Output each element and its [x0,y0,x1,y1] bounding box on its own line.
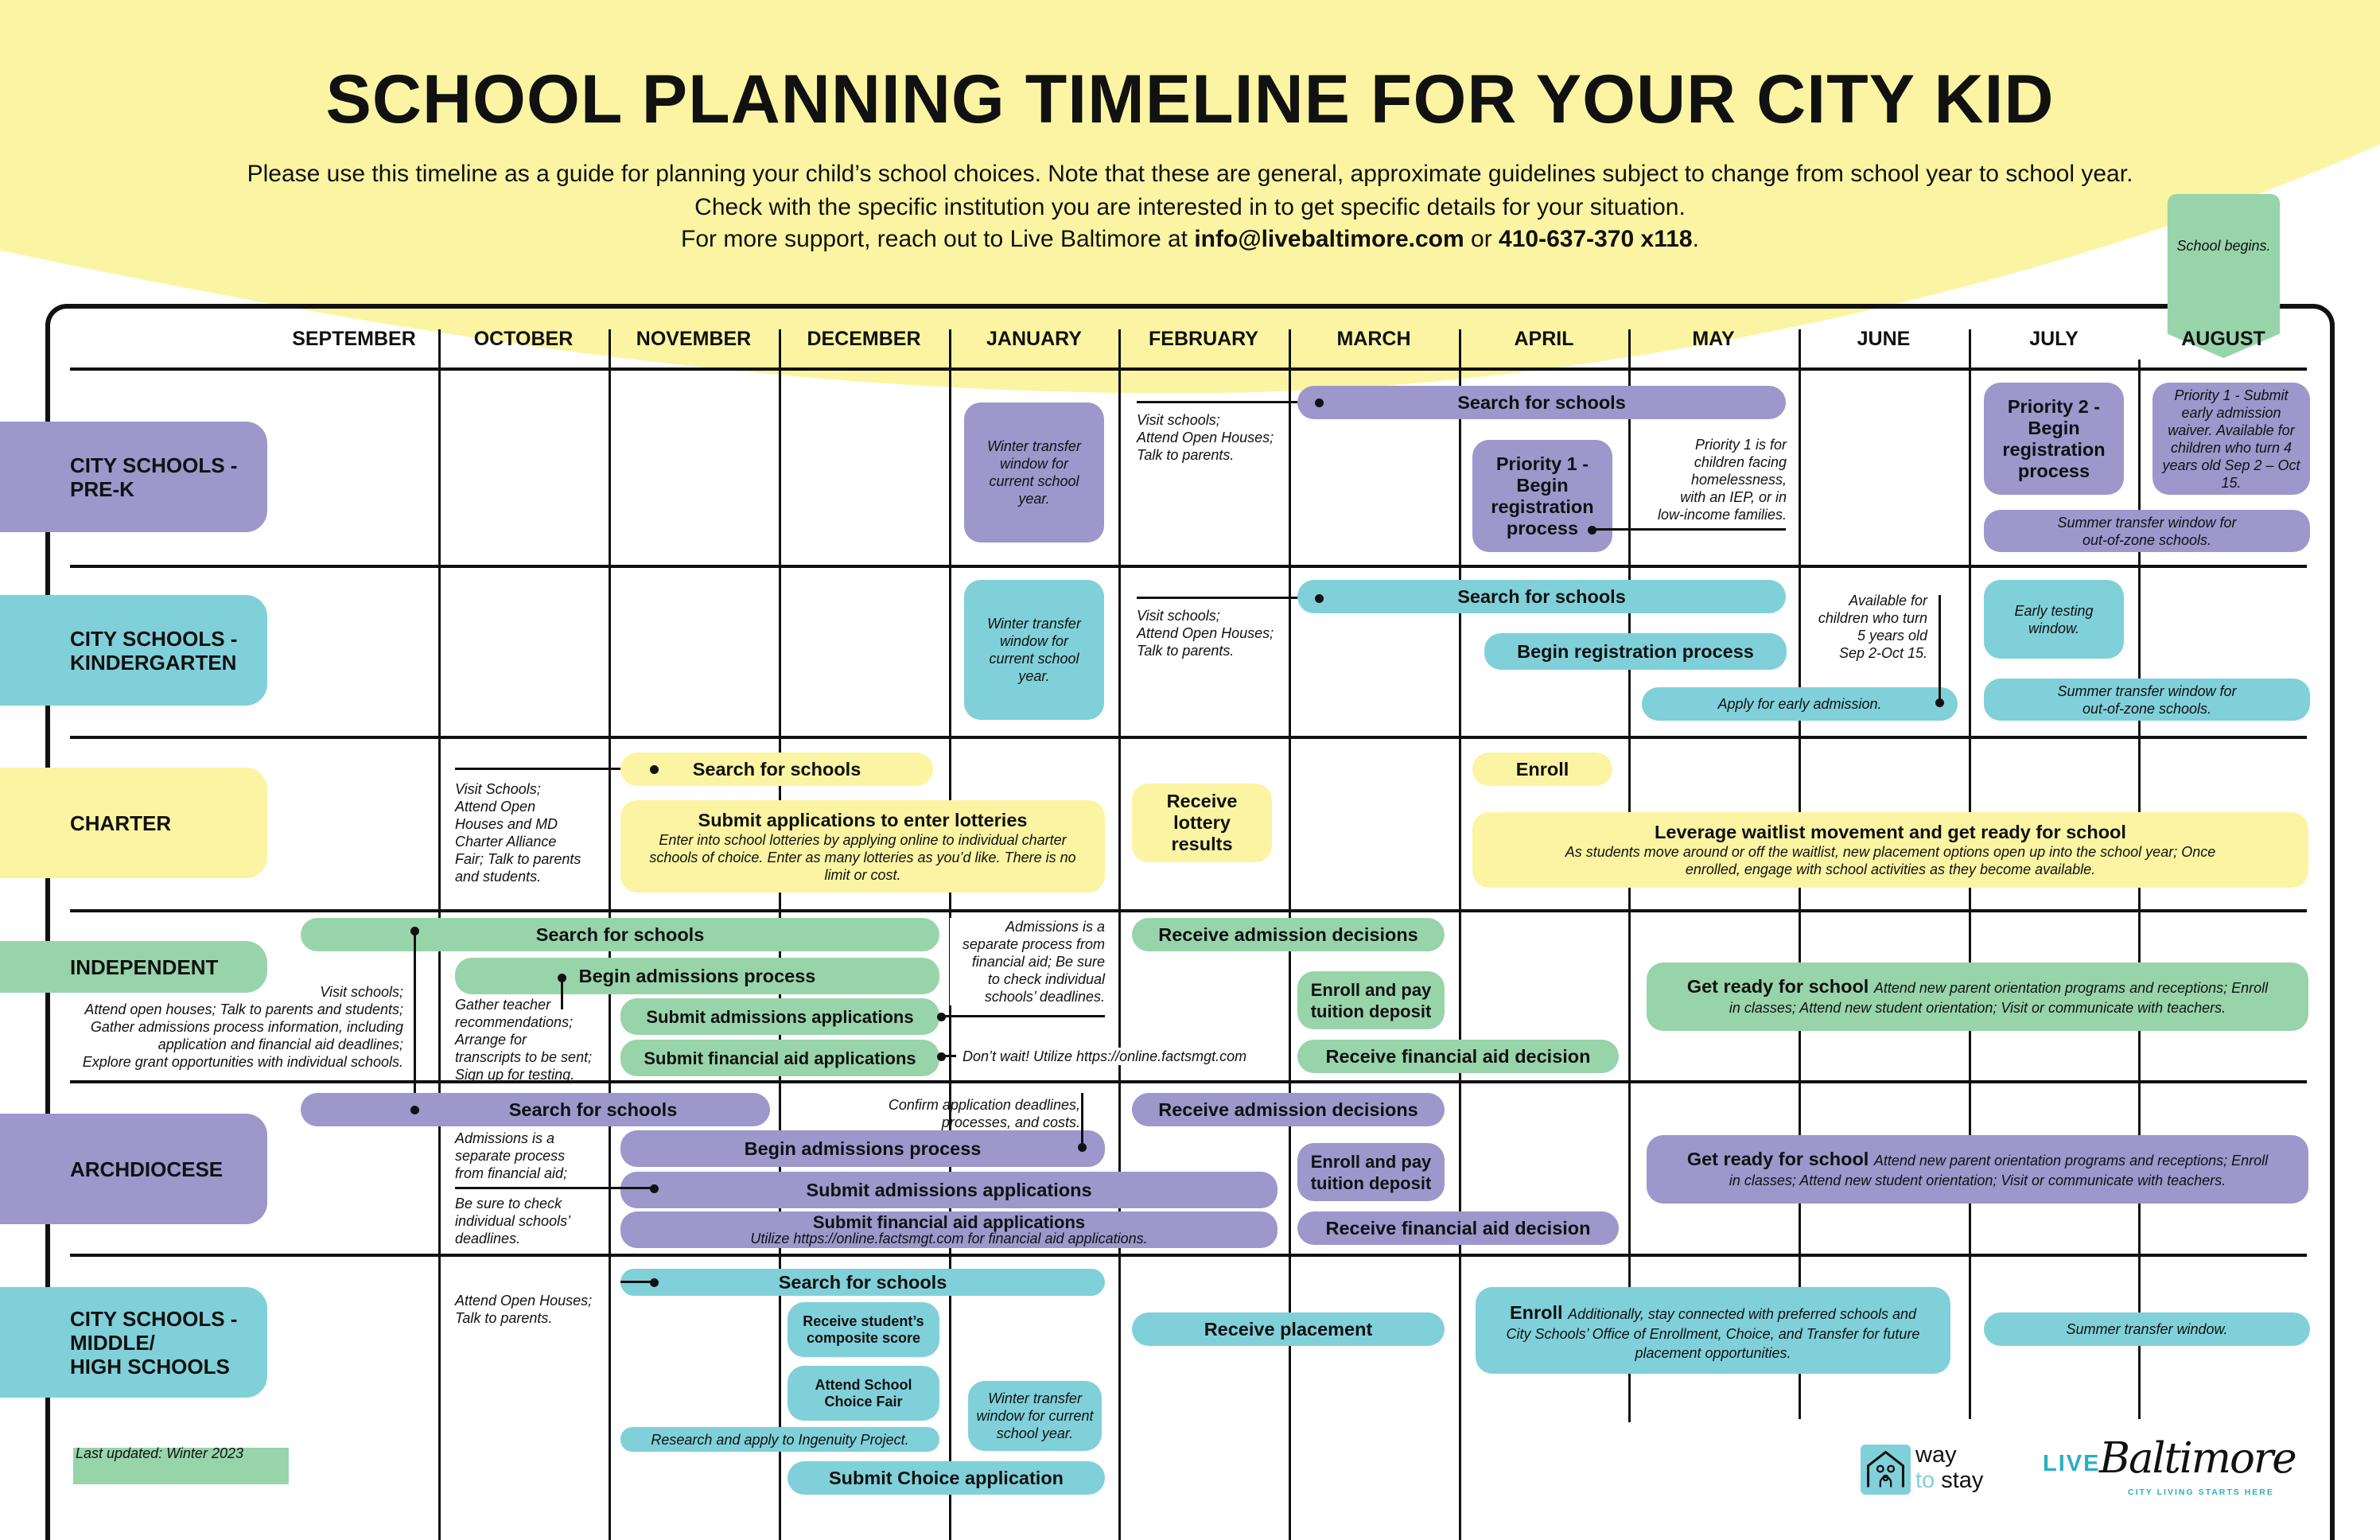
charter-enroll: Enroll [1472,752,1612,786]
row-divider [70,565,2307,568]
archdiocese-receive-financial-aid: Receive financial aid decision [1297,1211,1619,1245]
archdiocese-financial-title: Submit financial aid applications [812,1212,1086,1232]
month-may: MAY [1692,328,1735,350]
connector-dot [1315,399,1324,407]
connector-dot [558,974,566,982]
mh-receive-placement: Receive placement [1132,1312,1445,1346]
month-october: OCTOBER [473,328,574,350]
independent-ready-title: Get ready for school [1686,976,1869,997]
school-begins-label: School begins. [2176,238,2271,254]
charter-submit-lotteries [620,800,1105,892]
archdiocese-begin-admissions: Begin admissions process [620,1130,1105,1167]
connector-line [1592,528,1786,531]
row-label-archdiocese: ARCHDIOCESE [0,1114,267,1224]
contact-phone[interactable]: 410-637-370 x118 [1499,226,1693,252]
last-updated-text: Last updated: Winter 2023 [76,1445,243,1461]
mh-composite-score: Receive student’s composite score [788,1302,939,1357]
contact-email[interactable]: info@livebaltimore.com [1194,226,1464,252]
live-baltimore-live: LIVE [2043,1451,2101,1476]
connector-line [620,1281,654,1283]
month-august: AUGUST [2181,328,2265,350]
independent-dont-wait-note: Don’t wait! Utilize https://online.factsmgt.com [962,1048,1247,1064]
mh-ingenuity-bar: Research and apply to Ingenuity Project. [620,1427,939,1452]
contact-or: or [1464,226,1499,252]
independent-visit-note: Visit schools; Attend open houses; Talk to parents and students; Gather admissions process information, including application and financial aid deadlines; Explore grant opportunities with individual schools. [82,984,403,1070]
mh-submit-choice: Submit Choice application [788,1461,1105,1495]
prek-early-waiver: Priority 1 - Submit early admission waiver. Available for children who turn 4 years old Sep 2 – Oct 15. [2152,383,2310,495]
charter-lottery-results: Receive lottery results [1132,784,1272,862]
mh-enroll-title: Enroll [1509,1302,1563,1323]
connector-dot [1588,526,1596,535]
mh-choice-fair: Attend School Choice Fair [788,1366,939,1421]
month-july: JULY [2029,328,2079,350]
charter-leverage-text: As students move around or off the waitlist, new placement options open up into the school year; Once enrolled, engage with school activities as they become available. [1565,844,2216,877]
connector-dot [410,1106,419,1114]
prek-priority1-note: Priority 1 is for children facing homelessness, with an IEP, or in low-income families. [1657,437,1787,523]
charter-visit-note: Visit Schools; Attend Open Houses and MD Charter Alliance Fair; Talk to parents and students. [455,781,581,885]
column-divider [1459,329,1461,1540]
way-to-stay-house-icon [1861,1445,1911,1495]
prek-summer-transfer: Summer transfer window for out-of-zone schools. [1984,510,2310,552]
charter-submit-text: Enter into school lotteries by applying online to individual charter schools of choice. Enter as many lotteries as you’d like. There is no limit or cost. [649,831,1076,883]
prek-search-bar: Search for schools [1297,386,1786,419]
subtitle-line-1: Please use this timeline as a guide for planning your child’s school choices. Note that these are general, approximate guidelines subject to change from school year to school year. [247,161,2133,187]
month-february: FEBRUARY [1149,328,1258,350]
independent-search-bar: Search for schools [301,918,939,951]
month-december: DECEMBER [807,328,921,350]
charter-search-bar: Search for schools [620,752,933,786]
row-divider [70,736,2307,739]
contact-prefix: For more support, reach out to Live Baltimore at [681,226,1195,252]
prek-visit-note: Visit schools; Attend Open Houses; Talk to parents. [1137,412,1274,463]
prek-winter-transfer: Winter transfer window for current school year. [964,402,1104,542]
archdiocese-search-bar: Search for schools [301,1093,770,1126]
connector-dot [1078,1143,1087,1152]
row-divider [70,1080,2307,1083]
archdiocese-ready-text: Attend new parent orientation programs and receptions; Enroll in classes; Attend new student orientation; Visit or communicate with teachers. [1729,1153,2269,1188]
column-divider [1118,329,1121,1540]
connector-dot [1935,698,1944,707]
mh-winter-transfer: Winter transfer window for current school year. [968,1381,1102,1451]
independent-admissions-note: Admissions is a separate process from financial aid; Be sure to check individual schools’ deadlines. [950,918,1105,1005]
row-divider [70,1254,2307,1257]
charter-submit-title: Submit applications to enter lotteries [698,809,1028,830]
logo-way: way [1915,1442,1957,1468]
connector-dot [937,1013,946,1021]
k-early-testing: Early testing window. [1984,580,2124,659]
live-baltimore-tagline: CITY LIVING STARTS HERE [2128,1488,2274,1497]
archdiocese-confirm-note: Confirm application deadlines, processes, and costs. [888,1097,1080,1130]
independent-get-ready [1647,962,2308,1031]
connector-dot [410,927,419,935]
archdiocese-ready-title: Get ready for school [1686,1149,1869,1169]
month-january: JANUARY [986,328,1082,350]
connector-dot [650,1184,659,1193]
month-september: SEPTEMBER [292,328,416,350]
prek-priority2-bar: Priority 2 - Begin registration process [1984,383,2124,495]
archdiocese-submit-admissions: Submit admissions applications [620,1172,1278,1208]
connector-line [1081,1093,1083,1148]
independent-submit-financial-aid: Submit financial aid applications [620,1040,939,1076]
subtitle-line-3 [0,226,2380,253]
mh-search-bar: Search for schools [620,1269,1105,1296]
k-search-bar: Search for schools [1297,580,1786,613]
logo-to-stay [1915,1468,1983,1493]
connector-line [455,1187,654,1189]
month-june: JUNE [1857,328,1911,350]
independent-enroll-deposit: Enroll and pay tuition deposit [1297,971,1445,1029]
connector-line [941,1015,1105,1017]
archdiocese-enroll-deposit: Enroll and pay tuition deposit [1297,1143,1445,1201]
archdiocese-admissions-note: Admissions is a separate process from financial aid; [455,1130,568,1181]
row-label-middle-high: CITY SCHOOLS - MIDDLE/ HIGH SCHOOLS [0,1287,267,1398]
contact-period: . [1692,226,1699,252]
k-winter-transfer: Winter transfer window for current school year. [964,580,1104,720]
month-march: MARCH [1336,328,1411,350]
independent-gather-note: Gather teacher recommendations; Arrange for transcripts to be sent; Sign up for testing. [455,997,593,1083]
charter-leverage-waitlist [1472,812,2308,888]
prek-priority1-bar: Priority 1 - Begin registration process [1472,440,1612,552]
archdiocese-check-note: Be sure to check individual schools’ deadlines. [455,1196,571,1246]
independent-begin-admissions: Begin admissions process [455,958,939,994]
connector-dot [1315,594,1324,603]
row-divider [70,909,2307,912]
row-divider [70,368,2307,371]
connector-dot [937,1052,946,1061]
mh-enroll-text: Additionally, stay connected with preferred schools and City Schools’ Office of Enrollment, Choice, and Transfer for future placement opportunities. [1506,1306,1920,1361]
connector-line [1939,595,1941,702]
month-april: APRIL [1514,328,1574,350]
subtitle-line-2: Check with the specific institution you are interested in to get specific details for your situation. [694,194,1686,220]
independent-submit-admissions: Submit admissions applications [620,998,939,1035]
mh-enroll [1476,1287,1950,1374]
row-label-charter: CHARTER [0,768,267,878]
charter-leverage-title: Leverage waitlist movement and get ready for school [1655,822,2126,842]
row-label-prek: CITY SCHOOLS - PRE-K [0,422,267,532]
logo-stay: stay [1941,1468,1984,1493]
archdiocese-submit-financial-aid [620,1211,1278,1248]
independent-receive-admission: Receive admission decisions [1132,918,1445,951]
month-november: NOVEMBER [636,328,752,350]
archdiocese-get-ready [1647,1135,2308,1204]
connector-dot [650,1278,659,1287]
connector-line [1137,401,1319,403]
live-baltimore-script: Baltimore [2099,1434,2296,1483]
k-begin-registration-bar: Begin registration process [1484,633,1787,670]
independent-ready-text: Attend new parent orientation programs and receptions; Enroll in classes; Attend new student orientation; Visit or communicate with teachers. [1729,980,2269,1016]
k-summer-transfer: Summer transfer window for out-of-zone schools. [1984,679,2310,721]
way-to-stay-logo [1915,1442,1983,1493]
logo-to: to [1915,1468,1935,1493]
page-title: SCHOOL PLANNING TIMELINE FOR YOUR CITY KID [325,61,2055,138]
k-visit-note: Visit schools; Attend Open Houses; Talk to parents. [1137,608,1274,659]
k-early-admission-bar: Apply for early admission. [1642,687,1958,721]
archdiocese-receive-admission: Receive admission decisions [1132,1093,1445,1126]
mh-attend-note: Attend Open Houses; Talk to parents. [455,1293,593,1326]
connector-line [1137,597,1319,599]
independent-receive-financial-aid: Receive financial aid decision [1297,1040,1619,1073]
row-label-kindergarten: CITY SCHOOLS - KINDERGARTEN [0,595,267,706]
row-label-independent: INDEPENDENT [0,941,267,993]
connector-dot [650,765,659,774]
mh-summer-transfer: Summer transfer window. [1984,1312,2310,1346]
archdiocese-financial-text: Utilize https://online.factsmgt.com for financial aid applications. [750,1231,1148,1246]
connector-line [414,929,416,1110]
k-available-note: Available for children who turn 5 years old Sep 2-Oct 15. [1818,593,1927,661]
